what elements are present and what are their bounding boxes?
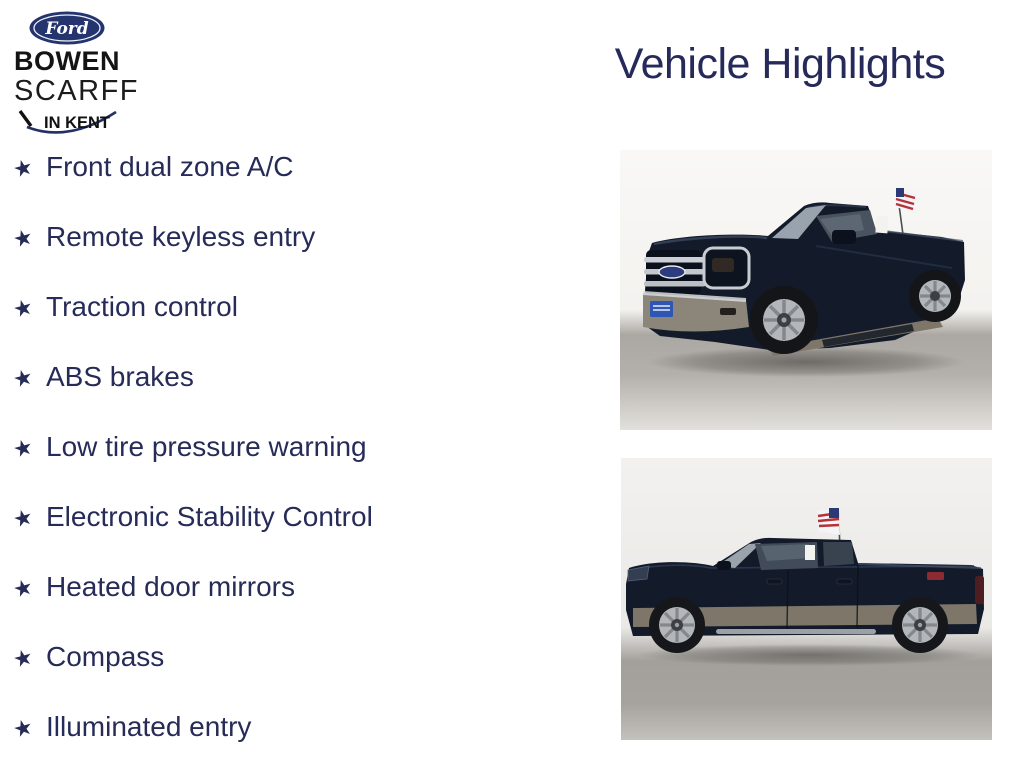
truck-side-profile-illustration	[621, 458, 992, 740]
truck-front-quarter-illustration	[620, 150, 992, 430]
ford-oval-badge	[659, 266, 685, 278]
fx4-badge	[927, 572, 944, 580]
door-handle	[837, 579, 852, 584]
highlight-item	[12, 132, 572, 202]
window-sticker	[875, 216, 888, 234]
side-mirror	[832, 230, 856, 244]
front-wheel	[750, 286, 818, 354]
star-bullet-icon: ★	[10, 713, 36, 743]
star-bullet-icon: ★	[10, 293, 36, 323]
page-title: Vehicle Highlights	[614, 40, 946, 88]
highlight-label: Illuminated entry	[46, 711, 252, 742]
rear-door-window	[823, 542, 854, 566]
front-bumper	[643, 293, 749, 332]
side-mirror	[717, 561, 731, 570]
dealer-plate	[650, 301, 673, 317]
highlight-label: ABS brakes	[46, 361, 194, 392]
star-bullet-icon: ★	[10, 503, 36, 533]
highlight-item	[12, 482, 572, 552]
highlights-list	[12, 132, 572, 762]
highlight-label: Electronic Stability Control	[46, 501, 373, 532]
highlight-label: Remote keyless entry	[46, 221, 316, 252]
vehicle-photo-side-profile	[621, 458, 992, 740]
highlight-item	[12, 272, 572, 342]
highlight-item	[12, 552, 572, 622]
rear-wheel	[892, 597, 948, 653]
front-grille	[644, 250, 708, 295]
highlight-label: Compass	[46, 641, 165, 672]
highlight-item	[12, 202, 572, 272]
star-bullet-icon: ★	[10, 433, 36, 463]
highlight-item	[12, 622, 572, 692]
highlight-label: Heated door mirrors	[46, 571, 295, 602]
star-bullet-icon: ★	[10, 573, 36, 603]
vehicle-photo-front-quarter	[620, 150, 992, 430]
highlight-label: Front dual zone A/C	[46, 151, 294, 182]
highlight-item	[12, 342, 572, 412]
ford-script-text: Ford	[45, 19, 89, 39]
swoosh-tick-icon	[20, 111, 31, 126]
highlight-label: Traction control	[46, 291, 238, 322]
dealer-logo	[14, 10, 139, 138]
window-sticker	[805, 545, 815, 560]
front-wheel	[649, 597, 705, 653]
rear-wheel	[909, 270, 961, 322]
highlight-item	[12, 692, 572, 762]
star-bullet-icon: ★	[10, 363, 36, 393]
star-bullet-icon: ★	[10, 153, 36, 183]
dealer-name-line3: IN KENT	[44, 114, 110, 132]
running-board	[716, 629, 876, 634]
highlight-label: Low tire pressure warning	[46, 431, 367, 462]
ford-oval-logo-icon	[28, 10, 106, 46]
dealer-name-line1: BOWEN	[14, 46, 120, 76]
ground-shadow	[648, 347, 964, 377]
star-bullet-icon: ★	[10, 643, 36, 673]
dealer-name-line2: SCARFF	[14, 75, 139, 107]
tail-light	[975, 576, 984, 604]
star-bullet-icon: ★	[10, 223, 36, 253]
american-flag-icon	[817, 508, 840, 535]
door-handle	[767, 579, 782, 584]
highlight-item	[12, 412, 572, 482]
